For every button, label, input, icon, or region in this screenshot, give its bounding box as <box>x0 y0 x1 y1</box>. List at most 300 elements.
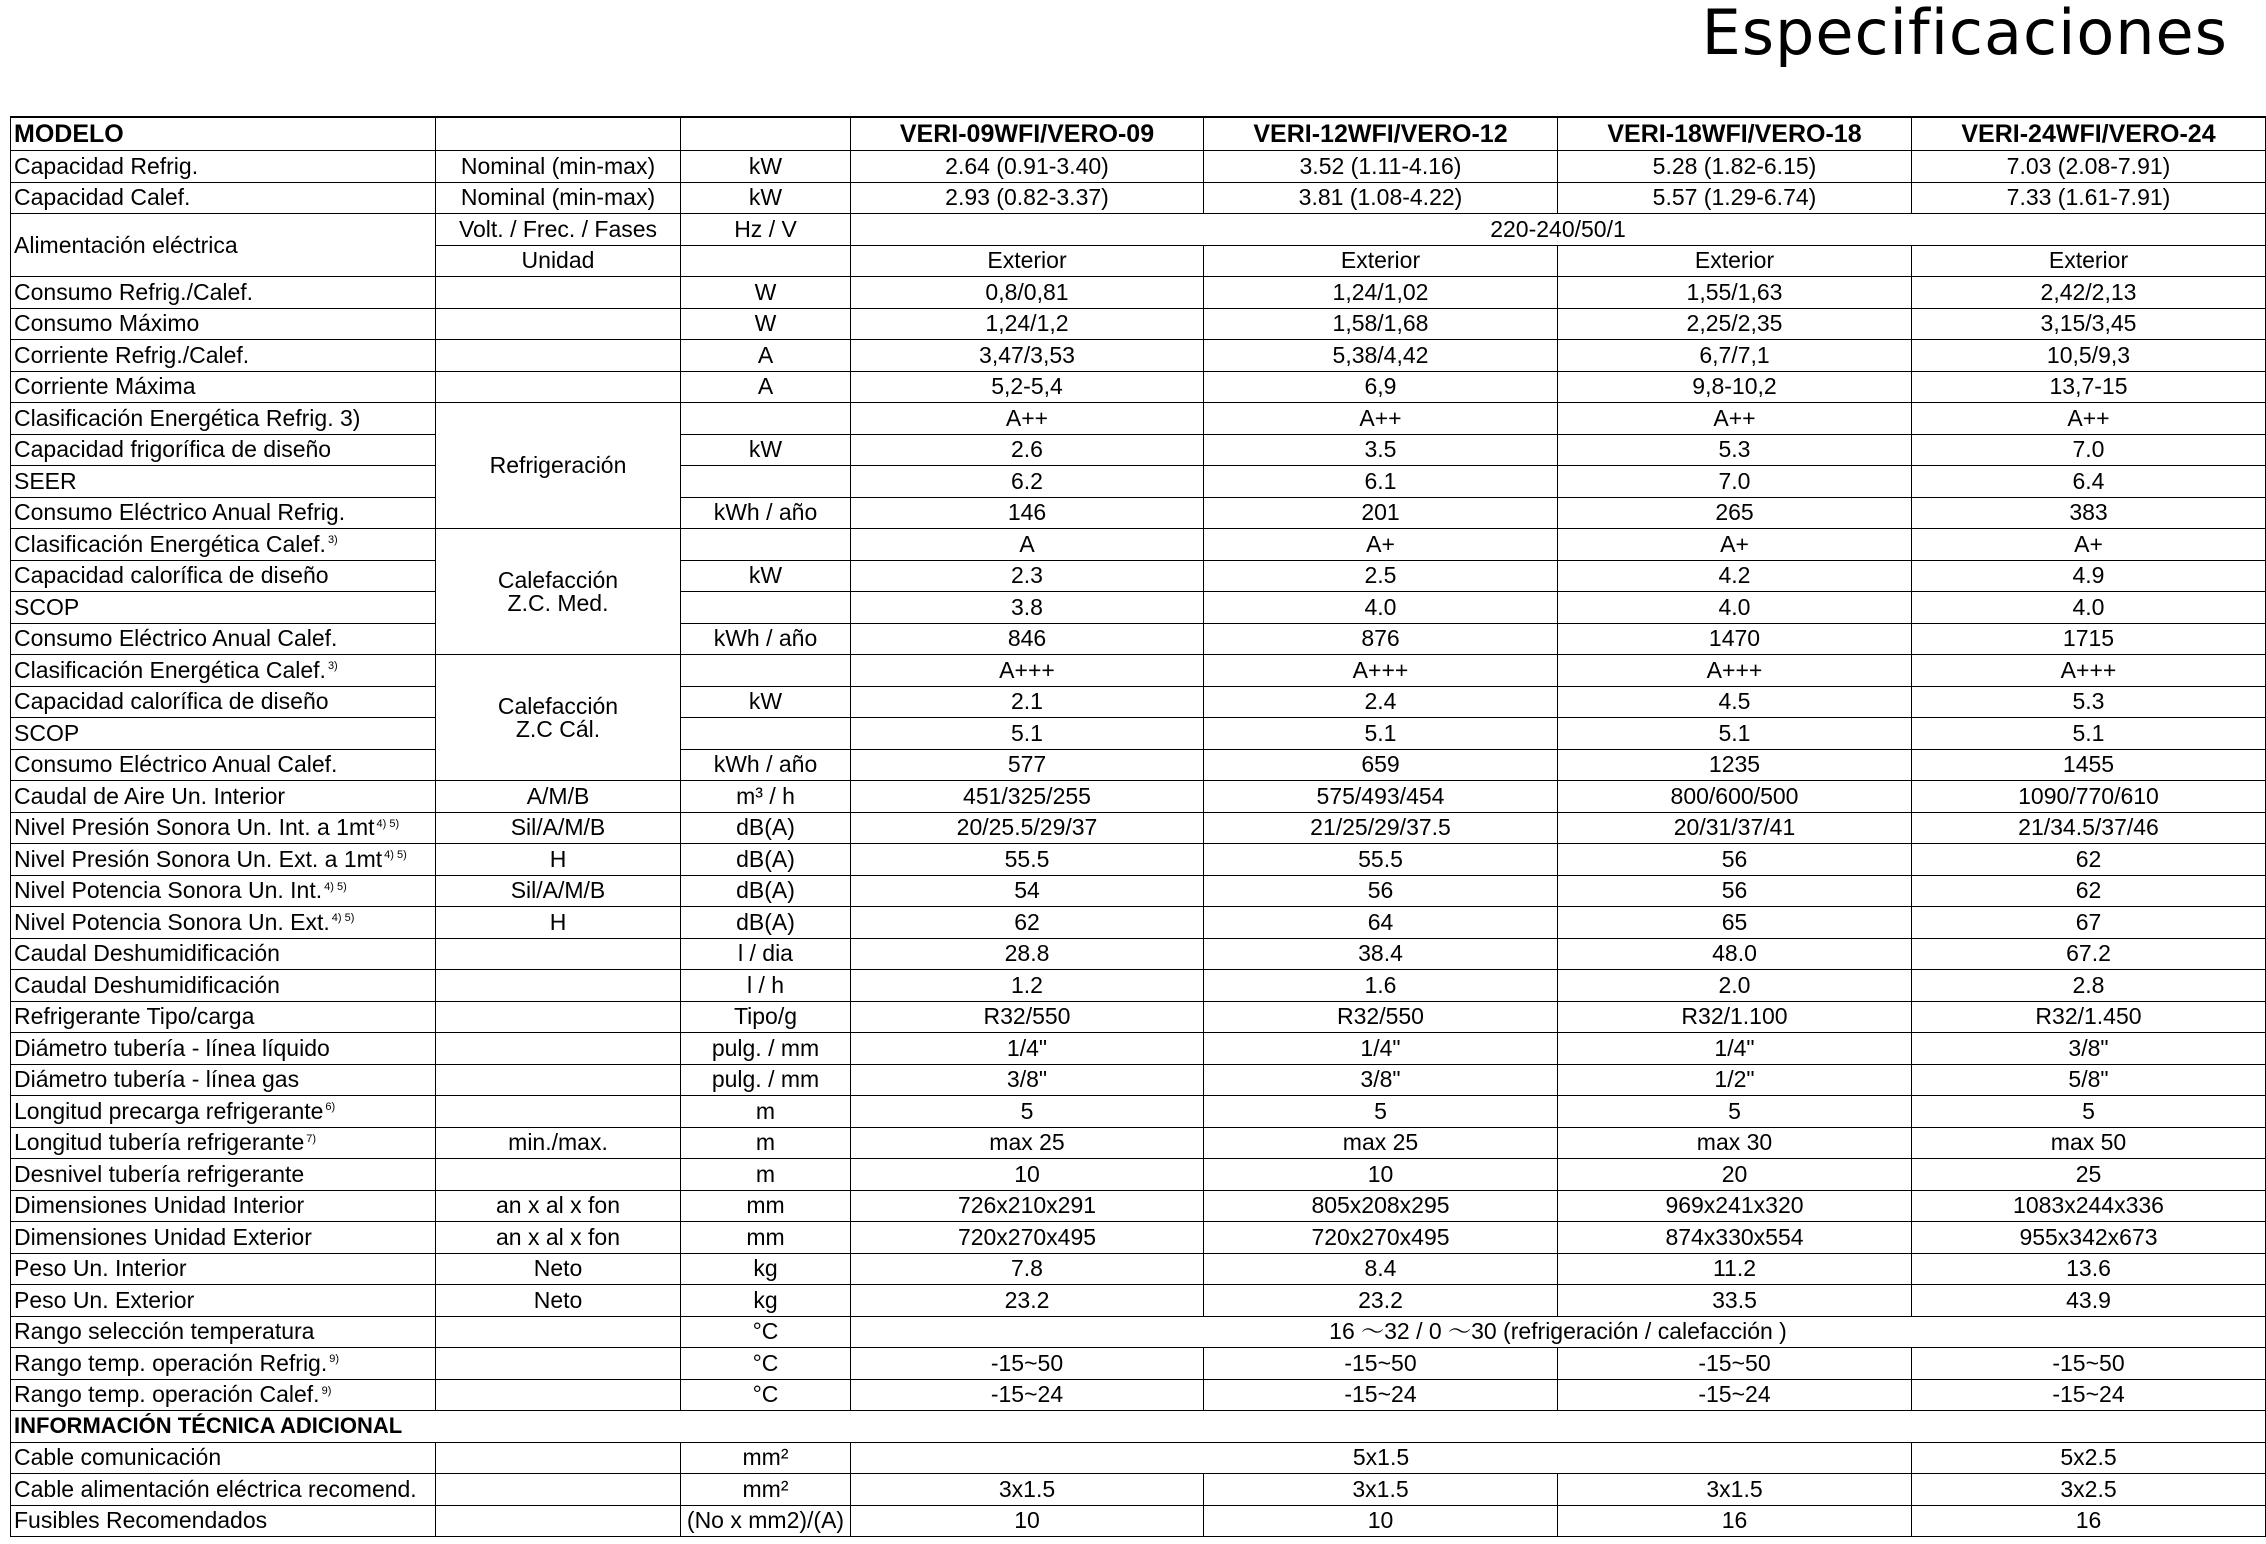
row-label <box>11 182 436 214</box>
row-unit-text: kW <box>748 562 783 589</box>
value-cell <box>1558 938 1912 970</box>
row-sub <box>436 1159 681 1191</box>
row-sub-text: Nominal (min-max) <box>460 184 656 211</box>
row-label <box>11 308 436 340</box>
row-unit-text: pulg. / mm <box>711 1034 820 1061</box>
value-cell-text: 23.2 <box>1004 1286 1050 1313</box>
value-cell-text: 1,24/1,2 <box>985 310 1069 337</box>
value-cell <box>1558 718 1912 750</box>
value-cell-text: 64 <box>1367 908 1394 935</box>
value-cell-text: 5.1 <box>1011 719 1043 746</box>
row-label <box>11 686 436 718</box>
row-label-text: Diámetro tubería - línea líquido <box>14 1034 330 1061</box>
value-cell <box>1912 1064 2266 1096</box>
value-cell-text: 1,24/1,02 <box>1332 278 1429 305</box>
table-row <box>11 907 2266 939</box>
value-cell-text: 5.1 <box>1364 719 1397 746</box>
table-row <box>11 1253 2266 1285</box>
footnote-ref: 4) 5) <box>384 849 407 862</box>
value-cell <box>1912 529 2266 561</box>
group-label <box>436 403 681 529</box>
value-cell-text: 5.1 <box>2072 719 2105 746</box>
row-unit-text: kg <box>753 1255 778 1282</box>
model-name-text: VERI-09WFI/VERO-09 <box>899 119 1155 148</box>
row-unit <box>681 749 851 781</box>
value-cell <box>1558 182 1912 214</box>
row-unit <box>681 529 851 561</box>
row-sub <box>436 1316 681 1348</box>
value-cell-text: 43.9 <box>2066 1286 2111 1313</box>
value-cell <box>1558 466 1912 498</box>
row-unit-text: A <box>757 341 774 368</box>
row-sub <box>436 151 681 183</box>
value-cell-text: 2.64 (0.91-3.40) <box>945 152 1109 179</box>
value-cell-text: 720x270x495 <box>1311 1223 1450 1250</box>
value-cell-text: R32/550 <box>983 1003 1071 1030</box>
value-cell <box>851 1096 1204 1128</box>
row-label-text: Capacidad Calef. <box>14 184 191 211</box>
row-label-text: Rango temp. operación Calef. <box>14 1381 320 1408</box>
value-cell <box>1558 403 1912 435</box>
row-unit <box>681 466 851 498</box>
value-cell-text: 1235 <box>1708 751 1761 778</box>
value-cell <box>851 1253 1204 1285</box>
value-cell-text: 4.0 <box>1364 593 1397 620</box>
value-cell <box>851 781 1204 813</box>
value-cell <box>851 1001 1204 1033</box>
row-unit-text: m <box>755 1129 776 1156</box>
row-label <box>11 1033 436 1065</box>
model-name <box>1912 117 2266 151</box>
value-cell <box>1204 434 1558 466</box>
value-cell-text: 5x2.5 <box>2060 1444 2117 1471</box>
row-unit <box>681 1222 851 1254</box>
row-unit-text: °C <box>752 1318 779 1345</box>
row-unit <box>681 308 851 340</box>
value-cell-text: -15~50 <box>2052 1349 2125 1376</box>
value-cell <box>1558 1348 1912 1380</box>
value-cell <box>1558 1474 1912 1506</box>
row-unit <box>681 182 851 214</box>
value-cell <box>851 403 1204 435</box>
row-unit <box>681 1064 851 1096</box>
group-label <box>436 529 681 655</box>
value-cell-text: 0,8/0,81 <box>985 278 1069 305</box>
row-label-text: Consumo Eléctrico Anual Calef. <box>14 751 338 778</box>
value-cell <box>851 655 1204 687</box>
value-cell-text: 6.4 <box>2072 467 2105 494</box>
value-cell-text: 2.0 <box>1718 971 1751 998</box>
row-label <box>11 1190 436 1222</box>
value-cell-text: 5.28 (1.82-6.15) <box>1652 152 1817 179</box>
row-unit-text: mm² <box>742 1444 789 1471</box>
row-label-text: Consumo Refrig./Calef. <box>14 278 254 305</box>
model-name <box>851 117 1204 151</box>
value-cell-text: 7.33 (1.61-7.91) <box>2006 184 2171 211</box>
row-label <box>11 434 436 466</box>
value-cell <box>1558 151 1912 183</box>
value-cell-text: 1090/770/610 <box>2018 782 2159 809</box>
value-cell-text: 5.57 (1.29-6.74) <box>1652 184 1817 211</box>
footnote-ref: 3) <box>327 660 338 673</box>
value-cell <box>851 340 1204 372</box>
value-cell-text: 28.8 <box>1004 940 1050 967</box>
row-label-text: Nivel Presión Sonora Un. Ext. a 1mt <box>14 845 383 872</box>
value-cell <box>1558 308 1912 340</box>
value-cell-text: 1715 <box>2062 625 2115 652</box>
value-cell-text: 1470 <box>1708 625 1761 652</box>
value-cell <box>1912 1285 2266 1317</box>
table-row <box>11 655 2266 687</box>
value-cell-text: 6.2 <box>1011 467 1043 494</box>
value-cell-text: 56 <box>1721 845 1748 872</box>
row-sub <box>436 245 681 277</box>
model-name-text: VERI-24WFI/VERO-24 <box>1961 119 2216 148</box>
value-cell-text: 54 <box>1014 877 1040 904</box>
row-unit-text: kWh / año <box>713 499 818 526</box>
value-cell <box>851 245 1204 277</box>
row-unit-text: A <box>757 373 774 400</box>
table-row <box>11 1442 2266 1474</box>
model-name <box>1204 117 1558 151</box>
value-cell-text: 1/2" <box>1714 1066 1755 1093</box>
value-cell <box>1558 844 1912 876</box>
row-label <box>11 938 436 970</box>
row-sub-text: H <box>549 845 567 872</box>
row-unit-text: kW <box>748 436 783 463</box>
row-unit <box>681 686 851 718</box>
value-cell-text: -15~50 <box>1344 1349 1417 1376</box>
row-sub <box>436 844 681 876</box>
value-cell-text: A++ <box>1359 404 1402 431</box>
value-cell-text: 659 <box>1361 751 1400 778</box>
row-unit <box>681 907 851 939</box>
row-label <box>11 529 436 561</box>
group-label-text: Calefacción <box>497 566 619 593</box>
row-label <box>11 371 436 403</box>
row-label <box>11 718 436 750</box>
row-label <box>11 1096 436 1128</box>
row-unit-text: °C <box>752 1349 779 1376</box>
row-unit <box>681 1379 851 1411</box>
row-unit <box>681 1190 851 1222</box>
value-cell-text: 5,2-5,4 <box>991 373 1063 400</box>
value-cell <box>1912 1127 2266 1159</box>
row-sub-text: Unidad <box>521 247 595 274</box>
value-cell <box>1204 1379 1558 1411</box>
row-label <box>11 875 436 907</box>
value-cell <box>851 1474 1204 1506</box>
page-title: Especificaciones <box>1701 0 2228 69</box>
table-row <box>11 466 2266 498</box>
value-cell-merged <box>851 1316 2266 1348</box>
row-unit-text: Hz / V <box>734 215 797 242</box>
value-cell <box>1204 1348 1558 1380</box>
value-cell-text: 265 <box>1715 499 1754 526</box>
value-cell-text: -15~24 <box>1344 1381 1417 1408</box>
value-cell <box>1558 277 1912 309</box>
value-cell <box>1204 1001 1558 1033</box>
value-cell <box>1912 1253 2266 1285</box>
value-cell-text: 62 <box>2075 845 2102 872</box>
row-sub-text: min./max. <box>508 1129 608 1156</box>
value-cell-text: 16 <box>2075 1507 2102 1534</box>
table-row <box>11 1127 2266 1159</box>
table-row <box>11 403 2266 435</box>
value-cell <box>851 560 1204 592</box>
table-row <box>11 623 2266 655</box>
value-cell <box>1912 1222 2266 1254</box>
value-cell <box>1204 1064 1558 1096</box>
row-label-text: SCOP <box>14 719 80 746</box>
value-cell-text: 2.93 (0.82-3.37) <box>945 184 1109 211</box>
value-cell-text: 2,25/2,35 <box>1686 310 1783 337</box>
value-cell <box>1912 718 2266 750</box>
footnote-ref: 3) <box>327 534 338 547</box>
row-sub <box>436 182 681 214</box>
value-cell-text: -15~50 <box>990 1349 1064 1376</box>
row-label-text: Desnivel tubería refrigerante <box>14 1160 305 1187</box>
row-label-text: Capacidad Refrig. <box>14 152 199 179</box>
row-sub <box>436 938 681 970</box>
row-unit <box>681 1348 851 1380</box>
value-cell-text: 38.4 <box>1358 940 1403 967</box>
row-label-text: Longitud precarga refrigerante <box>14 1097 324 1124</box>
row-sub <box>436 1379 681 1411</box>
value-cell-text: 577 <box>1007 751 1047 778</box>
value-cell-text: 5.3 <box>1718 436 1751 463</box>
value-cell-text: 10 <box>1014 1507 1040 1534</box>
value-cell-text: 56 <box>1721 877 1748 904</box>
value-cell-text: A++ <box>1713 404 1756 431</box>
value-cell-text: max 25 <box>989 1129 1065 1156</box>
value-cell <box>1912 938 2266 970</box>
row-sub <box>436 371 681 403</box>
row-unit <box>681 718 851 750</box>
value-cell <box>851 1033 1204 1065</box>
value-cell-merged-text: 5x1.5 <box>1352 1444 1410 1471</box>
row-sub-text: A/M/B <box>526 782 590 809</box>
value-cell-text: 3/8" <box>1006 1066 1048 1093</box>
row-label-text: Nivel Presión Sonora Un. Int. a 1mt <box>14 814 375 841</box>
row-sub-text: an x al x fon <box>495 1223 621 1250</box>
row-label <box>11 623 436 655</box>
value-cell <box>1558 340 1912 372</box>
row-label-text: Nivel Potencia Sonora Un. Ext. <box>14 908 330 935</box>
value-cell-text: 33.5 <box>1712 1286 1757 1313</box>
value-cell <box>1912 623 2266 655</box>
value-cell <box>1204 277 1558 309</box>
row-sub <box>436 214 681 246</box>
table-row <box>11 718 2266 750</box>
footnote-ref: 9) <box>321 1384 332 1397</box>
value-cell <box>1912 466 2266 498</box>
value-cell <box>1204 718 1558 750</box>
table-row <box>11 1190 2266 1222</box>
value-cell <box>1204 497 1558 529</box>
value-cell-text: 10 <box>1367 1160 1394 1187</box>
value-cell <box>1558 655 1912 687</box>
row-unit <box>681 1442 851 1474</box>
value-cell <box>1558 1159 1912 1191</box>
table-row <box>11 151 2266 183</box>
cell-text-line2: Z.C Cál. <box>515 715 601 742</box>
value-cell <box>1558 434 1912 466</box>
value-cell-text: max 50 <box>2050 1129 2127 1156</box>
value-cell <box>851 970 1204 1002</box>
row-unit <box>681 1285 851 1317</box>
value-cell-text: 55.5 <box>1004 845 1050 872</box>
table-row <box>11 844 2266 876</box>
value-cell <box>1204 1096 1558 1128</box>
value-cell <box>851 1379 1204 1411</box>
row-label-text: Capacidad frigorífica de diseño <box>14 436 332 463</box>
row-unit-text: kg <box>753 1286 778 1313</box>
row-unit-text: m <box>755 1097 776 1124</box>
value-cell <box>851 844 1204 876</box>
value-cell <box>1912 781 2266 813</box>
row-unit-text: pulg. / mm <box>711 1066 820 1093</box>
value-cell <box>851 938 1204 970</box>
row-unit-text: kWh / año <box>713 751 818 778</box>
row-sub <box>436 1348 681 1380</box>
value-cell <box>851 1190 1204 1222</box>
value-cell <box>1204 1159 1558 1191</box>
row-label <box>11 1379 436 1411</box>
row-unit-text: W <box>754 310 777 337</box>
value-cell-text: R32/550 <box>1337 1003 1424 1030</box>
value-cell <box>1558 623 1912 655</box>
value-cell <box>1912 1190 2266 1222</box>
row-label <box>11 560 436 592</box>
group-label-text: Calefacción <box>497 692 619 719</box>
value-cell-text: 2.3 <box>1011 562 1043 589</box>
value-cell-text: -15~50 <box>1698 1349 1771 1376</box>
row-sub-text: an x al x fon <box>495 1192 621 1219</box>
value-cell <box>1204 1474 1558 1506</box>
table-row <box>11 1411 2266 1443</box>
row-unit-text: mm <box>746 1192 785 1219</box>
row-label-text: Alimentación eléctrica <box>14 231 238 258</box>
value-cell-text: 3x2.5 <box>2060 1475 2117 1502</box>
footnote-ref: 6) <box>325 1101 336 1114</box>
value-cell <box>1558 1379 1912 1411</box>
value-cell-text: 1,58/1,68 <box>1332 310 1429 337</box>
row-sub <box>436 970 681 1002</box>
value-cell-text: 4.0 <box>2072 593 2105 620</box>
row-label-text: SCOP <box>14 593 80 620</box>
table-cell <box>681 117 851 151</box>
value-cell-text: 10 <box>1367 1507 1394 1534</box>
value-cell <box>851 592 1204 624</box>
value-cell-text: 4.5 <box>1718 688 1751 715</box>
value-cell-text: Exterior <box>1694 247 1775 274</box>
row-label-text: Fusibles Recomendados <box>14 1507 268 1534</box>
value-cell-text: A+ <box>1720 530 1749 557</box>
value-cell-text: 4.0 <box>1718 593 1751 620</box>
row-label <box>11 844 436 876</box>
value-cell <box>1912 340 2266 372</box>
value-cell <box>1204 340 1558 372</box>
value-cell <box>1204 1285 1558 1317</box>
value-cell-text: 575/493/454 <box>1316 782 1445 809</box>
value-cell-text: 3x1.5 <box>1352 1475 1409 1502</box>
value-cell <box>1912 371 2266 403</box>
value-cell-text: 3.52 (1.11-4.16) <box>1299 152 1462 179</box>
value-cell <box>1912 497 2266 529</box>
row-unit <box>681 812 851 844</box>
row-label-text: Caudal Deshumidificación <box>14 940 280 967</box>
value-cell <box>1912 151 2266 183</box>
row-sub <box>436 907 681 939</box>
value-cell-text: 67.2 <box>2066 940 2111 967</box>
value-cell-text: 383 <box>2069 499 2108 526</box>
row-label-text: Peso Un. Exterior <box>14 1286 195 1313</box>
row-sub <box>436 1505 681 1537</box>
row-sub-text: Neto <box>533 1255 583 1282</box>
value-cell-text: 1/4" <box>1714 1034 1755 1061</box>
value-cell <box>1204 151 1558 183</box>
value-cell <box>1912 1033 2266 1065</box>
value-cell <box>1204 1127 1558 1159</box>
value-cell <box>1912 655 2266 687</box>
row-unit <box>681 938 851 970</box>
table-row <box>11 1474 2266 1506</box>
row-label-text: Consumo Eléctrico Anual Calef. <box>14 625 338 652</box>
value-cell <box>851 1285 1204 1317</box>
row-label-text: Capacidad calorífica de diseño <box>14 562 329 589</box>
row-label <box>11 1442 436 1474</box>
value-cell-text: 5 <box>2082 1097 2095 1124</box>
value-cell-text: 13.6 <box>2066 1255 2111 1282</box>
value-cell-text: 800/600/500 <box>1670 782 1799 809</box>
row-label-text: Refrigerante Tipo/carga <box>14 1003 255 1030</box>
value-cell-text: 2.5 <box>1364 562 1397 589</box>
value-cell <box>1204 875 1558 907</box>
value-cell-text: 5 <box>1374 1097 1387 1124</box>
value-cell-text: 9,8-10,2 <box>1692 373 1777 400</box>
row-label <box>11 466 436 498</box>
row-unit <box>681 655 851 687</box>
row-label <box>11 497 436 529</box>
value-cell-text: 201 <box>1361 499 1400 526</box>
value-cell-text: 55.5 <box>1358 845 1403 872</box>
row-unit <box>681 340 851 372</box>
value-cell-text: max 30 <box>1696 1129 1773 1156</box>
value-cell-text: 20/25.5/29/37 <box>956 814 1098 841</box>
table-cell <box>436 117 681 151</box>
value-cell <box>851 907 1204 939</box>
row-unit-text: kW <box>748 152 783 179</box>
row-sub <box>436 1285 681 1317</box>
value-cell-text: 3.5 <box>1364 436 1397 463</box>
value-cell-text: A+++ <box>1352 656 1409 683</box>
table-row <box>11 781 2266 813</box>
value-cell <box>1204 308 1558 340</box>
table-row <box>11 1096 2266 1128</box>
row-label <box>11 1348 436 1380</box>
value-cell <box>1204 182 1558 214</box>
value-cell-text: 2.6 <box>1011 436 1043 463</box>
spec-table <box>10 116 2266 1537</box>
row-unit <box>681 1253 851 1285</box>
row-label <box>11 749 436 781</box>
value-cell-text: 20/31/37/41 <box>1673 814 1796 841</box>
row-sub <box>436 1190 681 1222</box>
value-cell-text: 6.1 <box>1364 467 1397 494</box>
row-unit <box>681 1033 851 1065</box>
value-cell <box>1558 907 1912 939</box>
